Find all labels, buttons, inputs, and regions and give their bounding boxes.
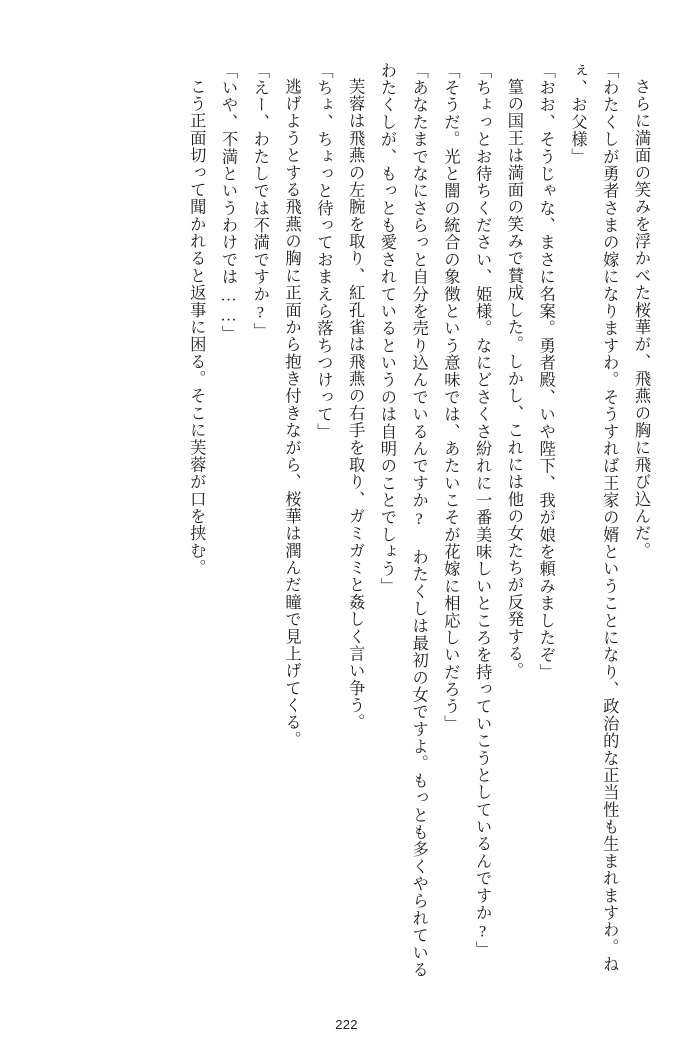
- paragraph: 「あなたまでなにさらっと自分を売り込んでいるんですか? わたくしは最初の女ですよ。もっとも多くやられているわたくしが、もっとも愛されているというのは自明のことでしょう」: [377, 62, 429, 979]
- body-text: [34, 62, 657, 992]
- paragraph: 「いや、不満というわけでは……」: [219, 62, 239, 343]
- paragraph: さらに満面の笑みを浮かべた桜華が、飛燕の胸に飛び込んだ。: [632, 78, 651, 560]
- paragraph: 「わたくしが勇者さまの嫁になりますわ。そうすれば王家の婿ということになり、政治的な正当性も生まれますわ。ねぇ、お父様」: [568, 62, 620, 973]
- paragraph: 「ちょっとお待ちください、姫様。なにどさくさ紛れに一番美味しいところを持っていこうとしているんですか?」: [473, 62, 493, 959]
- paragraph: 篁の国王は満面の笑みで賛成した。しかし、これには他の女たちが反発する。: [504, 78, 524, 680]
- paragraph: 芙蓉は飛燕の左腕を取り、紅孔雀は飛燕の右手を取り、ガミガミと姦しく言い争う。: [346, 78, 366, 732]
- paragraph: 「そうだ。光と闇の統合の象徴という意味では、あたいこそが花嫁に相応しいだろう」: [441, 62, 461, 733]
- paragraph: 逃げようとする飛燕の胸に正面から抱き付きながら、桜華は潤んだ瞳で見上げてくる。: [282, 78, 302, 749]
- page-number: 222: [335, 1017, 358, 1032]
- paragraph: こう正面切って聞かれると返事に困る。そこに芙蓉が口を挟む。: [187, 78, 207, 577]
- paragraph: 「おお、そうじゃな、まさに名案。勇者殿、いや陛下、我が娘を頼みましたぞ」: [536, 62, 556, 681]
- paragraph: 「えー、わたしでは不満ですか?」: [250, 62, 270, 340]
- paragraph: 「ちょ、ちょっと待っておまえら落ちつけって」: [314, 62, 334, 441]
